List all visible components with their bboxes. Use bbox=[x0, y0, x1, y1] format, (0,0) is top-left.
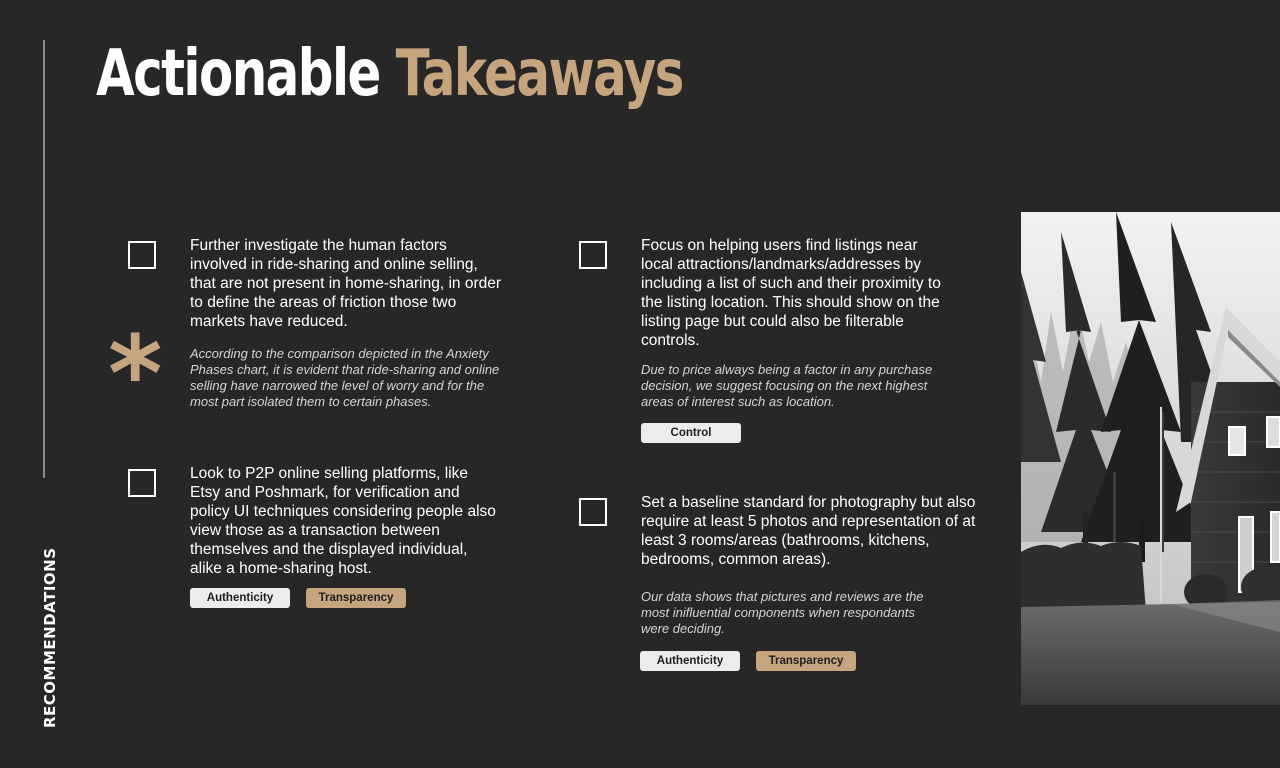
item-4-note: Our data shows that pictures and reviews are the most inifluential components when respondants were deciding. bbox=[641, 589, 924, 636]
house-photo-icon bbox=[1021, 212, 1280, 705]
house-photo bbox=[1021, 212, 1280, 705]
item-1-note: According to the comparison depicted in the Anxiety Phases chart, it is evident that ride-sharing and online selling have narrowed the level of worry and for the most part isolated them to certain phases. bbox=[190, 346, 500, 409]
page-title bbox=[96, 26, 683, 122]
checkbox-item-2[interactable] bbox=[128, 469, 156, 497]
asterisk-icon: * bbox=[108, 313, 163, 435]
tag-control[interactable]: Control bbox=[641, 423, 741, 443]
checkbox-item-4[interactable] bbox=[579, 498, 607, 526]
tag-authenticity[interactable]: Authenticity bbox=[190, 588, 290, 608]
item-4-text: Set a baseline standard for photography but also require at least 5 photos and representation of at least 3 rooms/areas (bathrooms, kitchens, bedrooms, common areas). bbox=[641, 494, 976, 568]
item-3-note: Due to price always being a factor in any purchase decision, we suggest focusing on the next highest areas of interest such as location. bbox=[641, 362, 933, 409]
checkbox-item-3[interactable] bbox=[579, 241, 607, 269]
title-word-2: Takeaways bbox=[395, 37, 683, 111]
title-word-1: Actionable bbox=[96, 37, 380, 111]
tag-authenticity[interactable]: Authenticity bbox=[640, 651, 740, 671]
tag-transparency[interactable]: Transparency bbox=[306, 588, 406, 608]
checkbox-item-1[interactable] bbox=[128, 241, 156, 269]
tag-transparency[interactable]: Transparency bbox=[756, 651, 856, 671]
item-2-text: Look to P2P online selling platforms, like Etsy and Poshmark, for verification and policy UI techniques considering people also view those as a transaction between themselves and the displayed individual, alike a home-sharing host. bbox=[190, 465, 496, 577]
item-1-text: Further investigate the human factors involved in ride-sharing and online selling, that are not present in home-sharing, in order to define the areas of friction those two markets have reduced. bbox=[190, 237, 502, 330]
section-label: RECOMMENDATIONS bbox=[41, 547, 59, 728]
item-3-text: Focus on helping users find listings near local attractions/landmarks/addresses by including a list of such and their proximity to the listing location. This should show on the listing page but could also be filterable controls. bbox=[641, 237, 941, 349]
vertical-divider bbox=[43, 40, 45, 478]
